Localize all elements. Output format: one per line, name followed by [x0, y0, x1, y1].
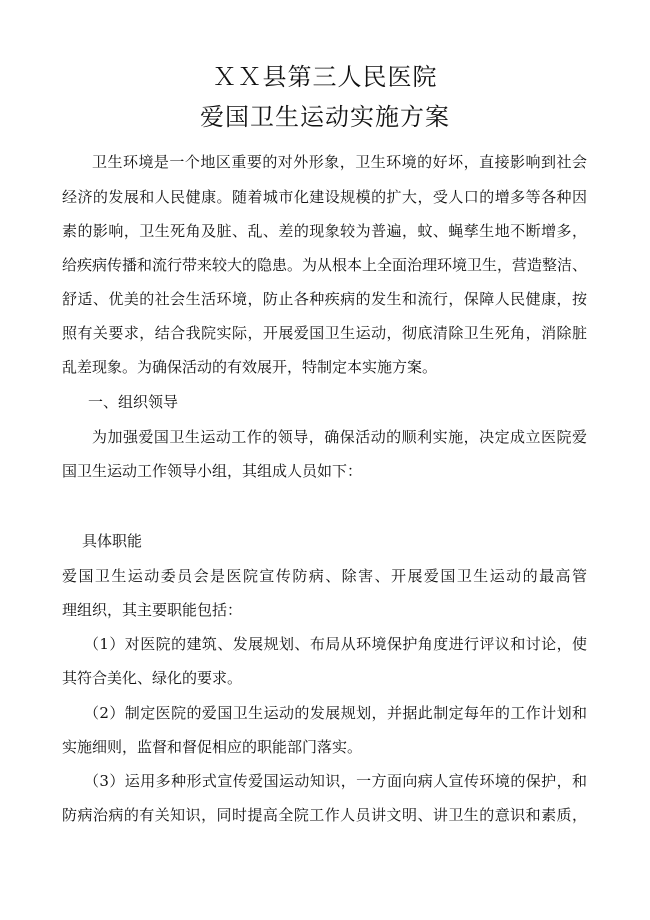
intro-line-4: 给疾病传播和流行带来较大的隐患。为从根本上全面治理环境卫生，营造整洁、: [62, 256, 588, 274]
document-title-hospital: ＸＸ县第三人民医院: [212, 63, 438, 91]
section-heading-organization: 一、组织领导: [88, 393, 179, 411]
duties-line-1: 爱国卫生运动委员会是医院宣传防病、除害、开展爱国卫生运动的最高管: [62, 567, 587, 585]
intro-line-7: 乱差现象。为确保活动的有效展开，特制定本实施方案。: [62, 358, 438, 376]
section1-line-1: 为加强爱国卫生运动工作的领导，确保活动的顺利实施，决定成立医院爱: [92, 428, 587, 446]
intro-line-6: 照有关要求，结合我院实际，开展爱国卫生运动，彻底清除卫生死角，消除脏: [62, 324, 587, 342]
document-title-plan: 爱国卫生运动实施方案: [200, 103, 450, 131]
section1-line-2: 国卫生运动工作领导小组，其组成人员如下：: [62, 462, 363, 480]
item-3-line-1: （3）运用多种形式宣传爱国运动知识，一方面向病人宣传环境的保护，和: [84, 772, 587, 790]
intro-line-5: 舒适、优美的社会生活环境，防止各种疾病的发生和流行，保障人民健康，按: [62, 290, 587, 308]
duties-line-2: 理组织，其主要职能包括：: [62, 601, 243, 619]
intro-line-2: 经济的发展和人民健康。随着城市化建设规模的扩大，受人口的增多等各种因: [62, 188, 587, 206]
item-3-line-2: 防病治病的有关知识，同时提高全院工作人员讲文明、讲卫生的意识和素质，: [62, 806, 587, 824]
intro-line-3: 素的影响，卫生死角及脏、乱、差的现象较为普遍，蚊、蝇孳生地不断增多，: [62, 222, 587, 240]
item-1-line-1: （1）对医院的建筑、发展规划、布局从环境保护角度进行评议和讨论，使: [84, 635, 587, 653]
intro-line-1: 卫生环境是一个地区重要的对外形象，卫生环境的好坏，直接影响到社会: [92, 153, 587, 171]
item-1-line-2: 其符合美化、绿化的要求。: [62, 669, 243, 687]
item-2-line-1: （2）制定医院的爱国卫生运动的发展规划，并据此制定每年的工作计划和: [84, 704, 587, 722]
item-2-line-2: 实施细则，监督和督促相应的职能部门落实。: [62, 738, 363, 756]
section-heading-duties: 具体职能: [82, 532, 143, 550]
